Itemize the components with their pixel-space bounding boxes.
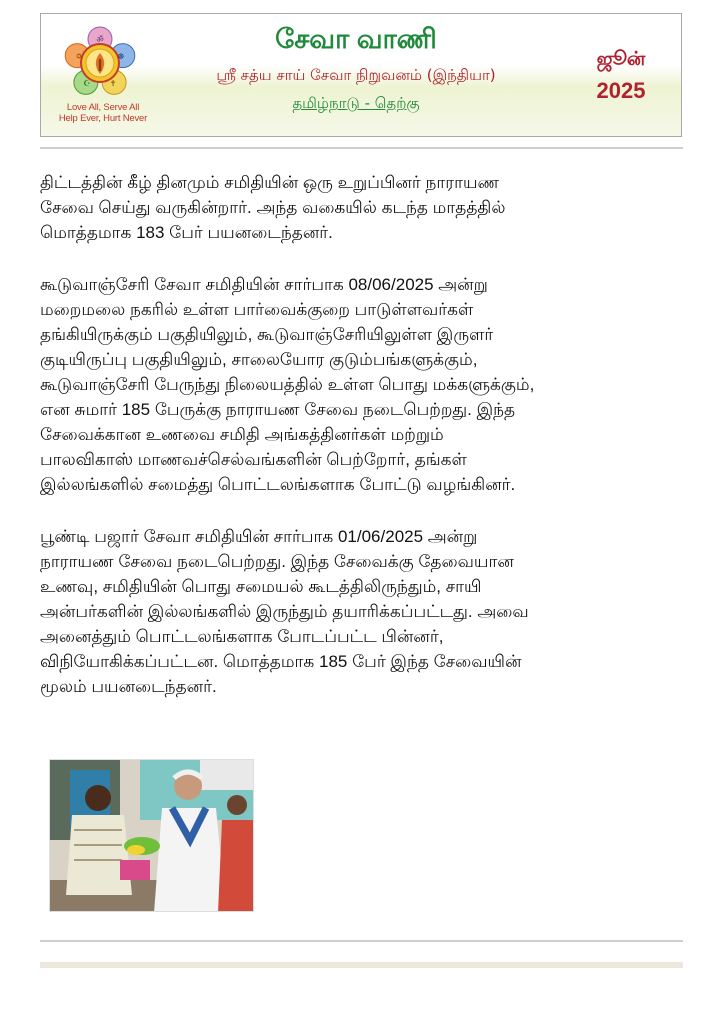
tagline-line-2: Help Ever, Hurt Never <box>58 113 148 124</box>
paragraph-line: கூடுவாஞ்சேரி பேருந்து நிலையத்தில் உள்ள பொது மக்களுக்கும், <box>40 375 535 394</box>
svg-text:✝: ✝ <box>109 79 117 88</box>
paragraph-line: மறைமலை நகரில் உள்ள பார்வைக்குறை பாடுள்ளவர்கள் <box>40 300 474 319</box>
paragraph-line: விநியோகிக்கப்பட்டன. மொத்தமாக 185 பேர் இந்த சேவையின் <box>40 652 522 671</box>
svg-text:ॐ: ॐ <box>96 35 104 44</box>
logo-tagline <box>57 102 149 124</box>
paragraph-line: திட்டத்தின் கீழ் தினமும் சமிதியின் ஒரு உறுப்பினர் நாராயண <box>40 173 500 192</box>
paragraph-line: அன்பர்களின் இல்லங்களில் இருந்தும் தயாரிக்கப்பட்டது. அவை <box>40 602 529 621</box>
paragraph-line: இல்லங்களில் சமைத்து பொட்டலங்களாக போட்டு வழங்கினர். <box>40 475 516 494</box>
paragraph-line: அனைத்தும் பொட்டலங்களாக போடப்பட்ட பின்னர், <box>40 627 444 646</box>
newsletter-header <box>40 13 682 137</box>
photo-illustration <box>50 760 254 912</box>
issue-month: ஜூன் <box>596 48 646 70</box>
paragraph-line: மொத்தமாக 183 பேர் பயனடைந்தனர். <box>40 223 333 242</box>
paragraph-line: என சுமார் 185 பேருக்கு நாராயண சேவை நடைபெற்றது. இந்த <box>40 400 516 419</box>
article-paragraph <box>40 170 690 245</box>
newsletter-title: சேவா வாணி <box>275 24 437 54</box>
header-divider <box>40 147 683 149</box>
article-paragraph <box>40 524 690 699</box>
svg-text:✡: ✡ <box>75 52 83 61</box>
paragraph-line: சேவைக்கான உணவை சமிதி அங்கத்தினர்கள் மற்றும் <box>40 425 444 444</box>
tagline-line-1: Love All, Serve All <box>66 102 140 113</box>
footer-divider <box>40 940 683 942</box>
issue-year: 2025 <box>596 78 646 103</box>
paragraph-line: நாராயண சேவை நடைபெற்றது. இந்த சேவைக்கு தேவையான <box>40 552 514 571</box>
article-body <box>40 170 690 726</box>
svg-text:☪: ☪ <box>83 79 91 88</box>
paragraph-line: மூலம் பயனடைந்தனர். <box>40 677 217 696</box>
paragraph-line: பாலவிகாஸ் மாணவச்செல்வங்களின் பெற்றோர், தங்கள் <box>40 450 467 469</box>
footer-band <box>40 962 683 968</box>
paragraph-line: சேவை செய்து வருகின்றார். அந்த வகையில் கடந்த மாதத்தில் <box>40 198 506 217</box>
paragraph-line: தங்கியிருக்கும் பகுதியிலும், கூடுவாஞ்சேரியிலுள்ள இருளர் <box>40 325 494 344</box>
paragraph-line: பூண்டி பஜார் சேவா சமிதியின் சார்பாக 01/06/2025 அன்று <box>40 527 478 546</box>
svg-text:☸: ☸ <box>117 52 125 61</box>
organization-name: ஸ்ரீ சத்ய சாய் சேவா நிறுவனம் (இந்தியா) <box>216 66 496 84</box>
sai-organisation-emblem-icon <box>59 22 141 104</box>
food-distribution-photo <box>49 759 254 912</box>
region-link[interactable]: தமிழ்நாடு - தெற்கு <box>292 94 420 112</box>
paragraph-line: குடியிருப்பு பகுதியிலும், சாலையோர குடும்பங்களுக்கும், <box>40 350 478 369</box>
paragraph-line: கூடுவாஞ்சேரி சேவா சமிதியின் சார்பாக 08/06/2025 அன்று <box>40 275 488 294</box>
paragraph-line: உணவு, சமிதியின் பொது சமையல் கூடத்திலிருந்தும், சாயி <box>40 577 482 596</box>
article-paragraph <box>40 272 690 497</box>
